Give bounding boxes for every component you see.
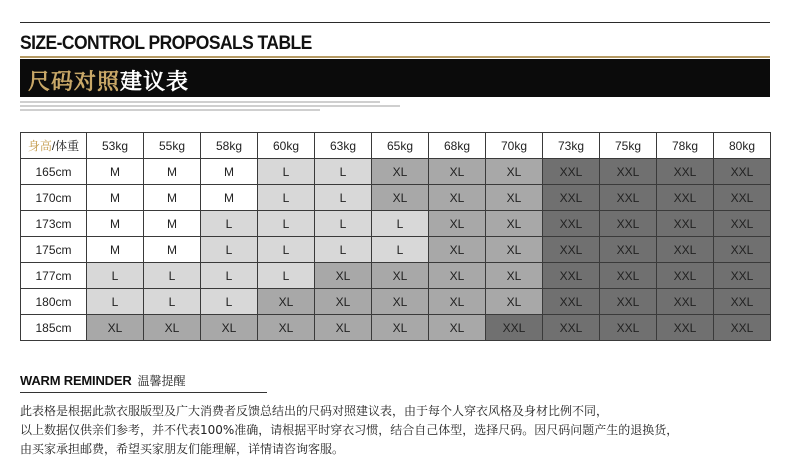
weight-header-cell: 75kg bbox=[600, 133, 657, 159]
size-cell: XXL bbox=[600, 211, 657, 237]
size-cell: M bbox=[87, 159, 144, 185]
size-cell: XXL bbox=[714, 185, 771, 211]
reminder-heading bbox=[20, 372, 186, 390]
reminder-line: 由买家承担邮费，希望买家朋友们能理解，详情请咨询客服。 bbox=[20, 442, 345, 456]
weight-header-cell: 68kg bbox=[429, 133, 486, 159]
size-cell: M bbox=[201, 159, 258, 185]
size-cell: XL bbox=[429, 289, 486, 315]
weight-header-cell: 53kg bbox=[87, 133, 144, 159]
size-cell: XL bbox=[315, 263, 372, 289]
table-row bbox=[21, 185, 771, 211]
size-cell: XL bbox=[429, 185, 486, 211]
size-cell: XXL bbox=[657, 185, 714, 211]
size-cell: XL bbox=[315, 315, 372, 341]
size-cell: L bbox=[315, 211, 372, 237]
size-cell: L bbox=[315, 159, 372, 185]
size-cell: XXL bbox=[600, 159, 657, 185]
size-cell: XL bbox=[429, 237, 486, 263]
reminder-line: 以上数据仅供亲们参考，并不代表100%准确，请根据平时穿衣习惯，结合自己体型，选择尺码。因尺码问题产生的退换货， bbox=[20, 423, 679, 437]
size-cell: L bbox=[201, 211, 258, 237]
size-cell: XL bbox=[372, 289, 429, 315]
reminder-line: 此表格是根据此款衣服版型及广大消费者反馈总结出的尺码对照建议表，由于每个人穿衣风格及身材比例不同， bbox=[20, 404, 609, 418]
size-cell: L bbox=[258, 237, 315, 263]
size-cell: XL bbox=[486, 263, 543, 289]
page-title-english: SIZE-CONTROL PROPOSALS TABLE bbox=[20, 33, 312, 54]
size-cell: XL bbox=[486, 289, 543, 315]
table-row bbox=[21, 315, 771, 341]
size-cell: L bbox=[258, 159, 315, 185]
size-cell: XL bbox=[258, 315, 315, 341]
size-cell: XL bbox=[486, 237, 543, 263]
size-cell: XXL bbox=[714, 211, 771, 237]
title-accent: 尺码对照 bbox=[28, 70, 121, 95]
size-cell: XXL bbox=[543, 185, 600, 211]
size-cell: L bbox=[258, 211, 315, 237]
table-row bbox=[21, 289, 771, 315]
size-cell: XXL bbox=[657, 237, 714, 263]
weight-header-cell: 58kg bbox=[201, 133, 258, 159]
size-cell: M bbox=[201, 185, 258, 211]
gold-divider bbox=[20, 56, 770, 58]
size-cell: XL bbox=[372, 315, 429, 341]
size-cell: XXL bbox=[657, 289, 714, 315]
size-cell: M bbox=[144, 185, 201, 211]
size-cell: XXL bbox=[714, 263, 771, 289]
height-cell: 177cm bbox=[21, 263, 87, 289]
size-cell: XL bbox=[429, 263, 486, 289]
height-label: 身高 bbox=[27, 139, 52, 153]
size-cell: XL bbox=[372, 159, 429, 185]
size-cell: XXL bbox=[714, 237, 771, 263]
size-cell: XXL bbox=[714, 289, 771, 315]
size-cell: XL bbox=[429, 315, 486, 341]
size-cell: XXL bbox=[657, 159, 714, 185]
size-cell: XL bbox=[201, 315, 258, 341]
weight-header-cell: 70kg bbox=[486, 133, 543, 159]
title-rest: 建议表 bbox=[120, 70, 190, 95]
size-cell: L bbox=[144, 289, 201, 315]
size-cell: XL bbox=[429, 211, 486, 237]
size-cell: L bbox=[258, 263, 315, 289]
table-row bbox=[21, 237, 771, 263]
size-cell: L bbox=[87, 289, 144, 315]
size-cell: L bbox=[372, 211, 429, 237]
weight-header-cell: 80kg bbox=[714, 133, 771, 159]
size-cell: XL bbox=[372, 263, 429, 289]
size-cell: XXL bbox=[543, 289, 600, 315]
height-cell: 180cm bbox=[21, 289, 87, 315]
size-cell: M bbox=[87, 211, 144, 237]
size-cell: L bbox=[201, 263, 258, 289]
size-cell: XL bbox=[486, 159, 543, 185]
size-cell: M bbox=[144, 237, 201, 263]
size-cell: XXL bbox=[657, 315, 714, 341]
height-cell: 185cm bbox=[21, 315, 87, 341]
size-cell: XL bbox=[315, 289, 372, 315]
fine-print-lines bbox=[20, 101, 400, 113]
size-cell: XL bbox=[429, 159, 486, 185]
size-cell: L bbox=[144, 263, 201, 289]
height-cell: 173cm bbox=[21, 211, 87, 237]
size-cell: XXL bbox=[714, 159, 771, 185]
weight-label: /体重 bbox=[51, 139, 80, 153]
size-cell: L bbox=[372, 237, 429, 263]
size-cell: XXL bbox=[543, 211, 600, 237]
size-cell: XL bbox=[258, 289, 315, 315]
size-cell: L bbox=[315, 185, 372, 211]
size-cell: XXL bbox=[600, 263, 657, 289]
size-cell: XL bbox=[87, 315, 144, 341]
size-cell: XXL bbox=[600, 237, 657, 263]
size-cell: XXL bbox=[600, 289, 657, 315]
weight-header-cell: 60kg bbox=[258, 133, 315, 159]
reminder-divider bbox=[20, 392, 267, 393]
size-cell: XXL bbox=[543, 263, 600, 289]
size-cell: XXL bbox=[600, 185, 657, 211]
page-title-chinese bbox=[28, 65, 189, 96]
reminder-text bbox=[20, 402, 780, 459]
size-cell: XL bbox=[486, 211, 543, 237]
size-cell: XXL bbox=[543, 237, 600, 263]
table-row bbox=[21, 159, 771, 185]
size-cell: XXL bbox=[714, 315, 771, 341]
size-cell: L bbox=[201, 289, 258, 315]
height-cell: 175cm bbox=[21, 237, 87, 263]
height-cell: 170cm bbox=[21, 185, 87, 211]
reminder-title-chinese: 温馨提醒 bbox=[137, 374, 186, 388]
table-row bbox=[21, 211, 771, 237]
reminder-title-english: WARM REMINDER bbox=[20, 373, 132, 388]
table-row bbox=[21, 263, 771, 289]
corner-header bbox=[21, 133, 87, 159]
size-cell: XL bbox=[144, 315, 201, 341]
size-cell: M bbox=[87, 237, 144, 263]
size-cell: M bbox=[144, 159, 201, 185]
size-chart-table bbox=[20, 132, 771, 341]
size-cell: XXL bbox=[486, 315, 543, 341]
size-cell: L bbox=[258, 185, 315, 211]
size-cell: XL bbox=[486, 185, 543, 211]
size-cell: L bbox=[201, 237, 258, 263]
size-cell: XXL bbox=[543, 159, 600, 185]
weight-header-cell: 63kg bbox=[315, 133, 372, 159]
size-cell: M bbox=[144, 211, 201, 237]
size-cell: L bbox=[87, 263, 144, 289]
size-cell: XXL bbox=[657, 211, 714, 237]
size-cell: L bbox=[315, 237, 372, 263]
title-banner bbox=[20, 59, 770, 97]
weight-header-cell: 65kg bbox=[372, 133, 429, 159]
weight-header-cell: 55kg bbox=[144, 133, 201, 159]
weight-header-cell: 78kg bbox=[657, 133, 714, 159]
weight-header-cell: 73kg bbox=[543, 133, 600, 159]
size-cell: XXL bbox=[600, 315, 657, 341]
size-cell: XXL bbox=[543, 315, 600, 341]
height-cell: 165cm bbox=[21, 159, 87, 185]
size-cell: XXL bbox=[657, 263, 714, 289]
top-divider bbox=[20, 22, 770, 23]
weight-header-row bbox=[21, 133, 771, 159]
size-cell: XL bbox=[372, 185, 429, 211]
size-cell: M bbox=[87, 185, 144, 211]
